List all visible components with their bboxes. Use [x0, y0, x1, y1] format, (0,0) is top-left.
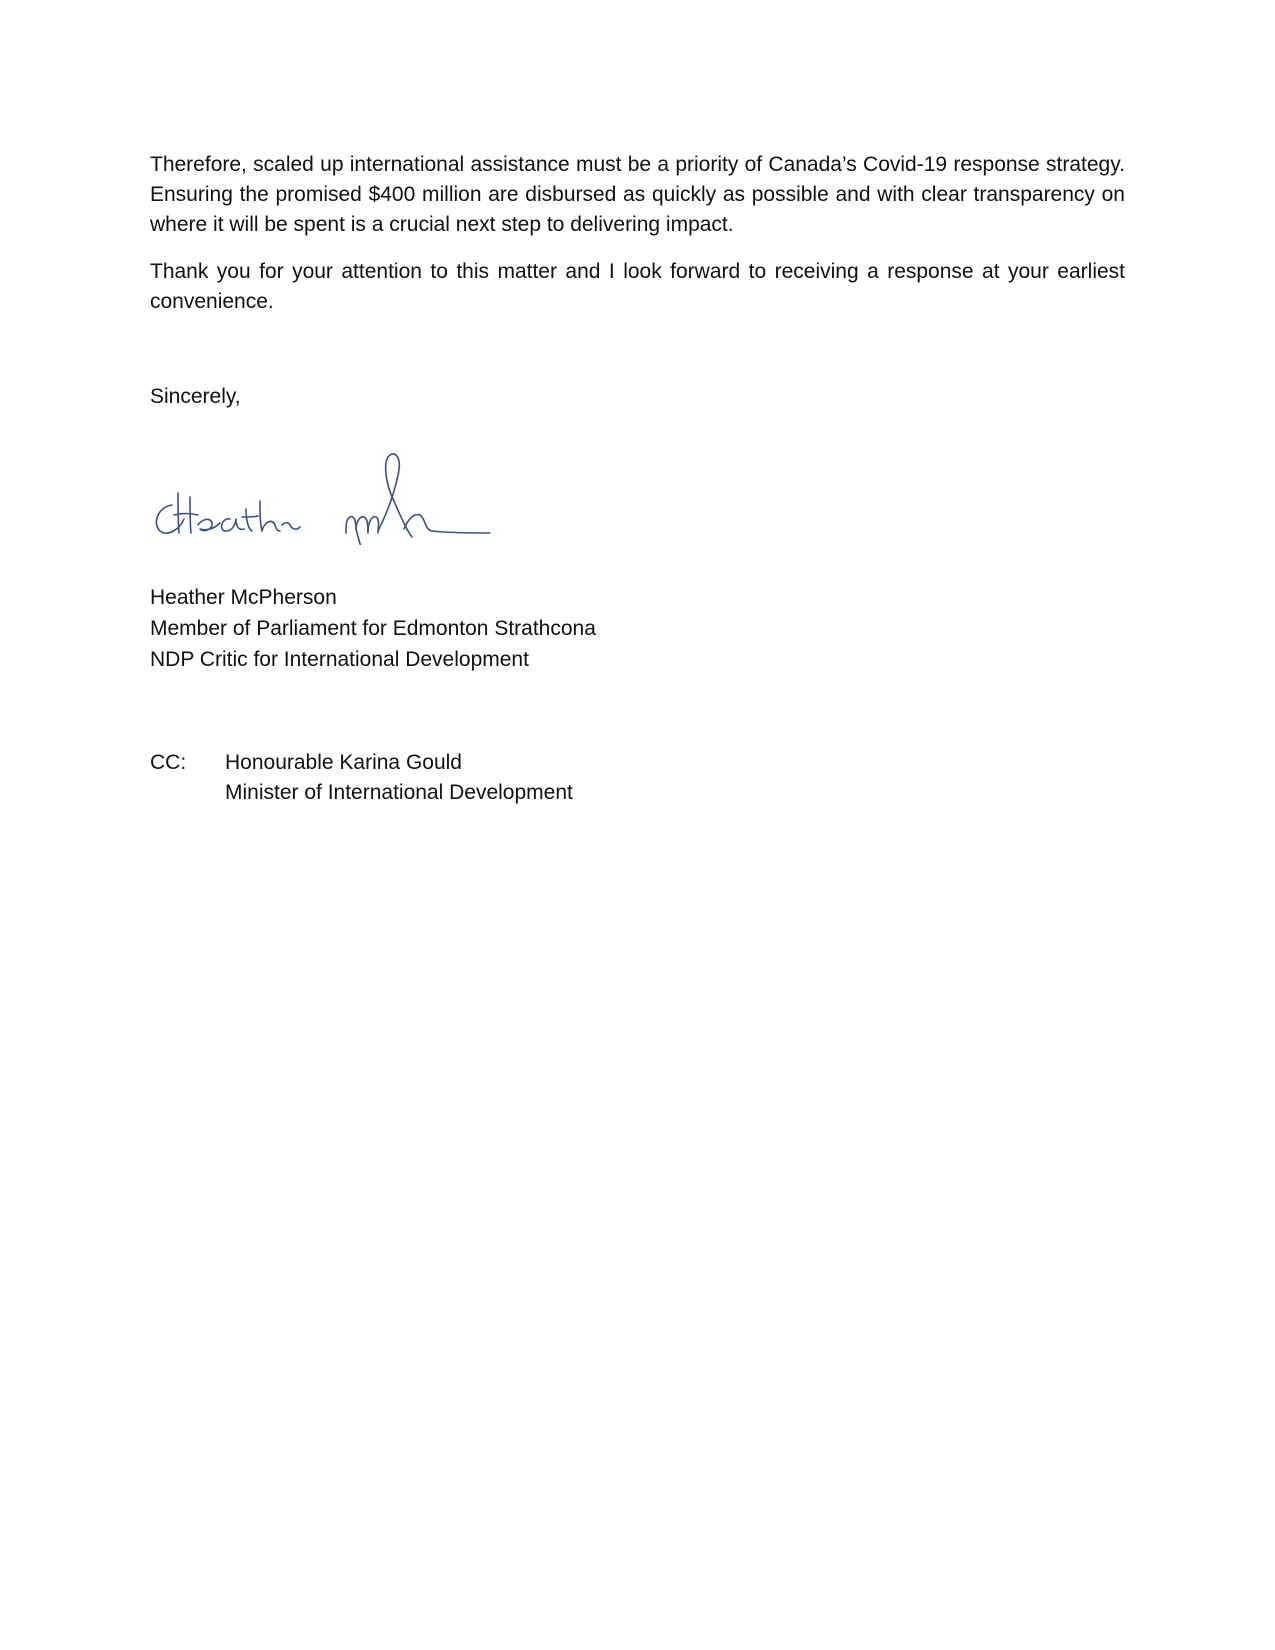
- cc-recipient-title: Minister of International Development: [225, 781, 573, 804]
- body-paragraph-2: Thank you for your attention to this matter and I look forward to receiving a response at your earliest convenience.: [150, 260, 1125, 313]
- signatory-title: Member of Parliament for Edmonton Strathcona: [150, 617, 596, 640]
- signatory-name: Heather McPherson: [150, 586, 337, 609]
- signatory-role: NDP Critic for International Development: [150, 648, 529, 671]
- cc-label: CC:: [150, 751, 187, 774]
- cc-recipient-name: Honourable Karina Gould: [225, 751, 462, 774]
- handwritten-signature: [150, 445, 510, 545]
- body-paragraph-1: Therefore, scaled up international assistance must be a priority of Canada’s Covid-19 response strategy. Ensuring the promised $400 million are disbursed as quickly as possible and with clear transparency on where it will be spent is a crucial next step to delivering impact.: [150, 153, 1125, 236]
- closing-salutation: Sincerely,: [150, 385, 241, 408]
- signatory-block: [150, 582, 596, 675]
